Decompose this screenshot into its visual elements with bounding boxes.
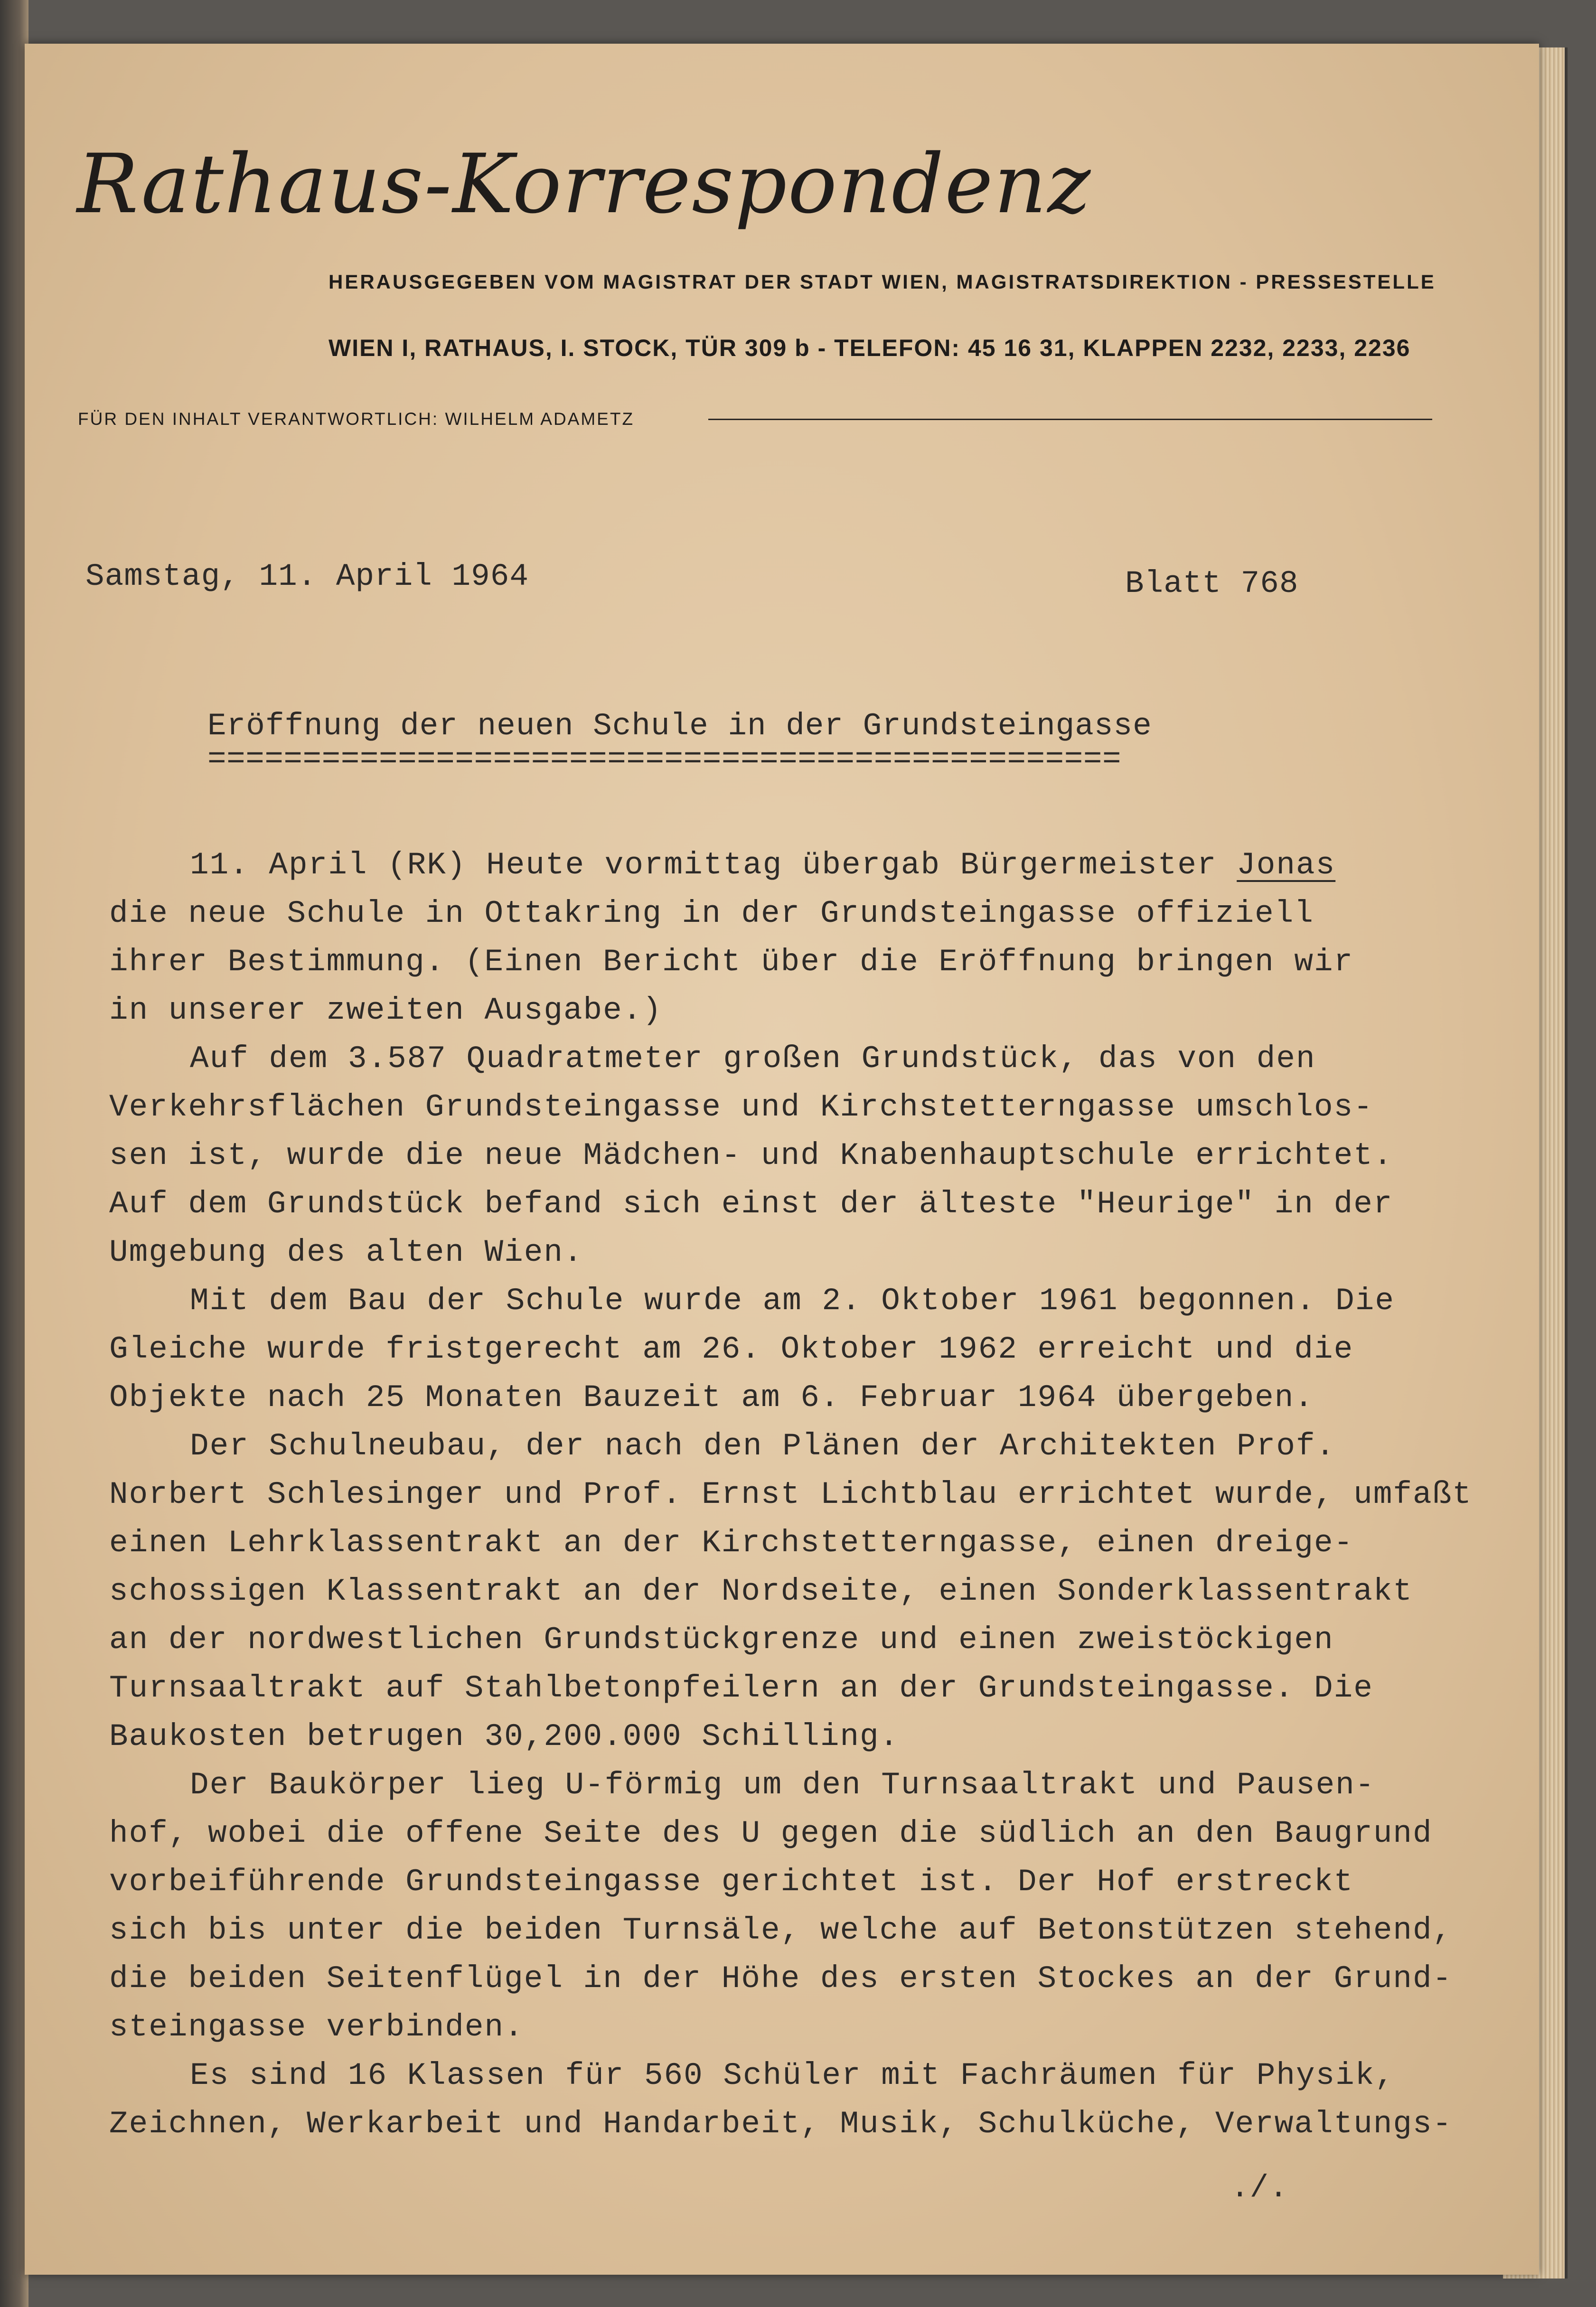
- article-line: [109, 1035, 1486, 1083]
- article-line: [109, 841, 1486, 890]
- article-line: [109, 1422, 1486, 1471]
- sheet-number: Blatt 768: [1125, 566, 1299, 601]
- header-rule: [708, 419, 1432, 420]
- article-line-text: die neue Schule in Ottakring in der Grundsteingasse offiziell: [109, 896, 1314, 931]
- article-line: [109, 1132, 1486, 1180]
- article-line-text: Der Schulneubau, der nach den Plänen der Architekten Prof.: [190, 1428, 1336, 1464]
- article-line-text: Auf dem 3.587 Quadratmeter großen Grundstück, das von den: [190, 1041, 1316, 1077]
- article-line: [109, 1229, 1486, 1277]
- article-line-text: Baukosten betrugen 30,200.000 Schilling.: [109, 1719, 900, 1754]
- article-line: [109, 1955, 1486, 2003]
- article-line: [109, 1519, 1486, 1567]
- date-line: Samstag, 11. April 1964: [85, 559, 529, 594]
- article-body: [109, 841, 1486, 2148]
- responsible-editor-line: FÜR DEN INHALT VERANTWORTLICH: WILHELM ADAMETZ: [78, 409, 635, 429]
- emphasized-name: Jonas: [1237, 847, 1336, 883]
- article-line: [109, 1761, 1486, 1810]
- article-line: [109, 1325, 1486, 1374]
- article-line-text: Umgebung des alten Wien.: [109, 1235, 583, 1270]
- article-line: [109, 1906, 1486, 1955]
- article-line: [109, 1567, 1486, 1616]
- article-line: [109, 2003, 1486, 2052]
- article-line: [109, 890, 1486, 938]
- article-line-text: Objekte nach 25 Monaten Bauzeit am 6. Februar 1964 übergeben.: [109, 1380, 1314, 1416]
- article-line: [109, 1664, 1486, 1713]
- article-line-text: steingasse verbinden.: [109, 2009, 524, 2045]
- article-line-text: ihrer Bestimmung. (Einen Bericht über die Eröffnung bringen wir: [109, 944, 1354, 980]
- article-line-text: Gleiche wurde fristgerecht am 26. Oktober 1962 erreicht und die: [109, 1332, 1354, 1367]
- article-line: [109, 938, 1486, 986]
- document-page: [25, 44, 1539, 2275]
- article-line-text: Mit dem Bau der Schule wurde am 2. Oktober 1961 begonnen. Die: [190, 1283, 1395, 1319]
- article-line-text: Turnsaaltrakt auf Stahlbetonpfeilern an der Grundsteingasse. Die: [109, 1670, 1373, 1706]
- article-line: [109, 1810, 1486, 1858]
- heading-double-rule: ================================================: [207, 741, 1122, 777]
- continuation-mark: ./.: [1230, 2170, 1288, 2206]
- article-line: [109, 2052, 1486, 2100]
- article-line: [109, 1471, 1486, 1519]
- masthead-title: Rathaus-Korrespondenz: [77, 136, 1092, 232]
- article-line-text: einen Lehrklassentrakt an der Kirchstetterngasse, einen dreige-: [109, 1525, 1354, 1561]
- article-line-text: Zeichnen, Werkarbeit und Handarbeit, Musik, Schulküche, Verwaltungs-: [109, 2106, 1453, 2142]
- address-line: WIEN I, RATHAUS, I. STOCK, TÜR 309 b - TELEFON: 45 16 31, KLAPPEN 2232, 2233, 2236: [329, 335, 1411, 361]
- publisher-line: HERAUSGEGEBEN VOM MAGISTRAT DER STADT WIEN, MAGISTRATSDIREKTION - PRESSESTELLE: [329, 271, 1436, 293]
- article-heading: Eröffnung der neuen Schule in der Grundsteingasse: [207, 708, 1152, 744]
- article-line: [109, 1713, 1486, 1761]
- article-line: [109, 1616, 1486, 1664]
- article-line-text: Verkehrsflächen Grundsteingasse und Kirchstetterngasse umschlos-: [109, 1089, 1373, 1125]
- article-line: [109, 2100, 1486, 2148]
- article-line-text: Norbert Schlesinger und Prof. Ernst Lichtblau errichtet wurde, umfaßt: [109, 1477, 1472, 1512]
- article-line-text: Der Baukörper lieg U-förmig um den Turnsaaltrakt und Pausen-: [190, 1767, 1375, 1803]
- article-line-text: sen ist, wurde die neue Mädchen- und Knabenhauptschule errichtet.: [109, 1138, 1393, 1173]
- article-line-text: an der nordwestlichen Grundstückgrenze und einen zweistöckigen: [109, 1622, 1334, 1658]
- book-binding-left: [0, 0, 28, 2307]
- article-line-text: 11. April (RK) Heute vormittag übergab Bürgermeister: [190, 847, 1237, 883]
- article-line-text: vorbeiführende Grundsteingasse gerichtet ist. Der Hof erstreckt: [109, 1864, 1354, 1900]
- article-line: [109, 1374, 1486, 1422]
- article-line-text: sich bis unter die beiden Turnsäle, welche auf Betonstützen stehend,: [109, 1913, 1453, 1948]
- article-line-text: Auf dem Grundstück befand sich einst der älteste "Heurige" in der: [109, 1186, 1393, 1222]
- article-line-text: in unserer zweiten Ausgabe.): [109, 993, 662, 1028]
- article-line-text: schossigen Klassentrakt an der Nordseite, einen Sonderklassentrakt: [109, 1574, 1413, 1609]
- article-line: [109, 1180, 1486, 1229]
- article-line: [109, 1083, 1486, 1132]
- article-line: [109, 1277, 1486, 1325]
- article-line-text: die beiden Seitenflügel in der Höhe des ersten Stockes an der Grund-: [109, 1961, 1453, 1997]
- article-line-text: Es sind 16 Klassen für 560 Schüler mit Fachräumen für Physik,: [190, 2058, 1395, 2093]
- article-line-text: hof, wobei die offene Seite des U gegen die südlich an den Baugrund: [109, 1816, 1433, 1851]
- article-line: [109, 1858, 1486, 1906]
- article-line: [109, 986, 1486, 1035]
